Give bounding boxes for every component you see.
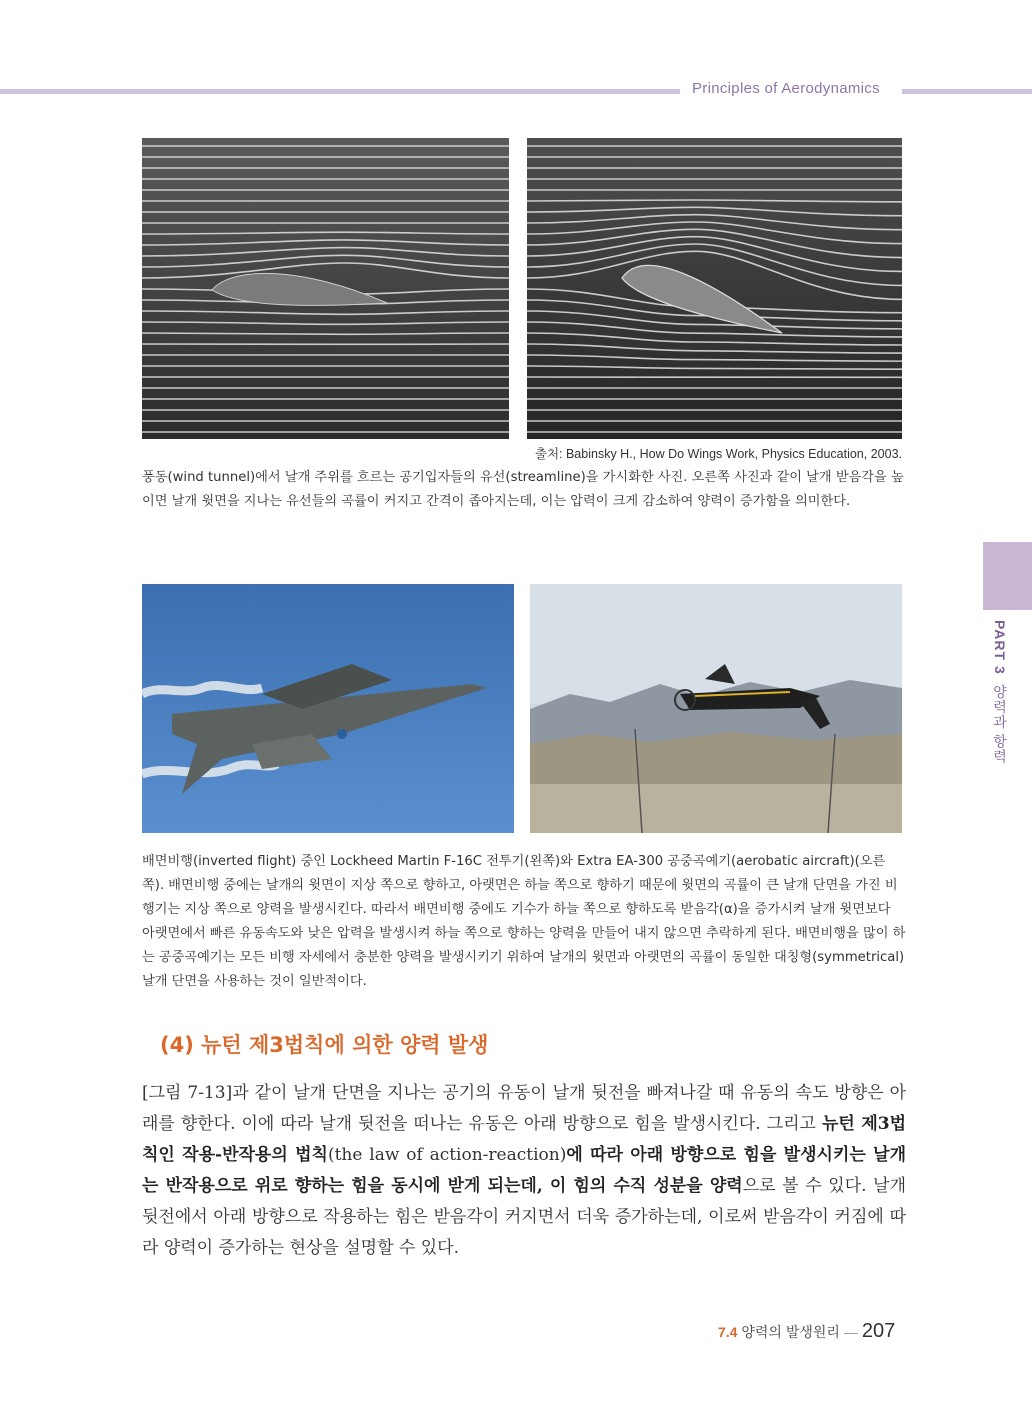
body-text-3: 으로 볼 수 있다. 날개 뒷전에서 아래 방향으로 작용하는 힘은 받음각이 커지면서 더욱 증가하는데, 이로써 받음각이 커짐에 따라 양력이 증가하는 현상을 설명할 수 있다. (142, 1176, 906, 1258)
page-footer: 7.4 양력의 발생원리 — 207 (718, 1320, 896, 1342)
body-bold-2: 에 따라 아래 방향으로 힘을 발생시키는 날개는 반작용으로 위로 향하는 힘을 동시에 받게 되는데, 이 힘의 수직 성분을 양력 (142, 1145, 906, 1196)
header-rule-right (902, 89, 1032, 94)
figure2-caption: 배면비행(inverted flight) 중인 Lockheed Martin F-16C 전투기(왼쪽)와 Extra EA-300 공중곡예기(aerobatic aircraft)(오른쪽). 배면비행 중에는 날개의 윗면이 지상 쪽으로 향하고, 아랫면은 하늘 쪽으로 향하기 때문에 윗면의 곡률이 큰 날개 단면을 가진 비행기는 지상 쪽으로 양력을 발생시킨다. 따라서 배면비행 중에도 기수가 하늘 쪽으로 향하도록 받음각(α)을 증가시켜 날개 윗면보다 아랫면에서 빠른 유동속도와 낮은 압력을 발생시켜 하늘 쪽으로 향하는 양력을 만들어 내지 않으면 추락하게 된다. 배면비행을 많이 하는 공중곡예기는 모든 비행 자세에서 충분한 양력을 발생시키기 위하여 날개의 윗면과 아랫면의 곡률이 동일한 대칭형(symmetrical) 날개 단면을 사용하는 것이 일반적이다. (142, 854, 906, 989)
wind-tunnel-photo-right (527, 138, 902, 439)
part-label: PART 3 (992, 620, 1008, 675)
chapter-side-tab (983, 542, 1032, 610)
chapter-side-label (990, 620, 1010, 764)
footer-section-title: 양력의 발생원리 (741, 1324, 840, 1340)
wind-tunnel-photo-left (142, 138, 509, 439)
page-number: 207 (861, 1320, 896, 1342)
running-header: Principles of Aerodynamics (692, 80, 880, 97)
header-rule-left (0, 89, 680, 94)
f16-inverted-photo (142, 584, 514, 833)
body-text-2: (the law of action-reaction) (327, 1145, 567, 1165)
section-title: (4) 뉴턴 제3법칙에 의한 양력 발생 (160, 1033, 489, 1057)
body-text-1: [그림 7-13]과 같이 날개 단면을 지나는 공기의 유동이 날개 뒷전을 빠져나갈 때 유동의 속도 방향은 아래를 향한다. 이에 따라 날개 뒷전을 떠나는 유동은 아래 방향으로 힘을 발생시킨다. 그리고 (142, 1083, 906, 1134)
figure-source: 출처: Babinsky H., How Do Wings Work, Physics Education, 2003. (534, 447, 902, 461)
part-title: 양력과 항력 (992, 684, 1008, 765)
footer-section-number: 7.4 (718, 1324, 738, 1340)
body-paragraph (142, 1078, 906, 1264)
body-bold-1: 뉴턴 제3법칙인 작용-반작용의 법칙 (142, 1114, 906, 1165)
figure1-caption: 풍동(wind tunnel)에서 날개 주위를 흐르는 공기입자들의 유선(streamline)을 가시화한 사진. 오른쪽 사진과 같이 날개 받음각을 높이면 날개 윗면을 지나는 유선들의 곡률이 커지고 간격이 좁아지는데, 이는 압력이 크게 감소하여 양력이 증가함을 의미한다. (142, 470, 904, 509)
extra-ea300-photo (530, 584, 902, 833)
